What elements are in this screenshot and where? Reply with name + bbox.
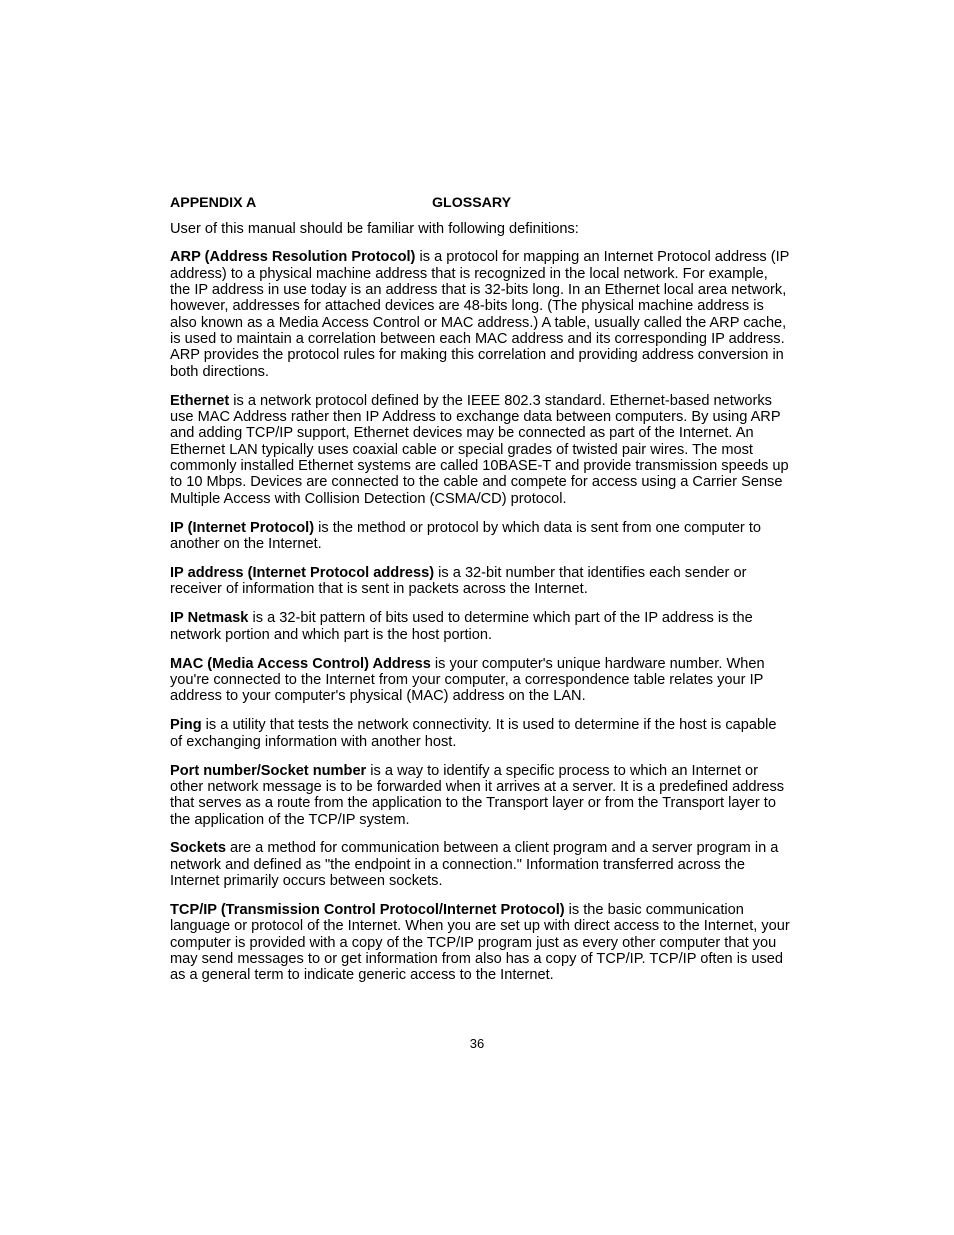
glossary-definition: is a way to identify a specific process to which an Internet or other network message is to be forwarded when it arrives at a server. It is a predefined address that serves as a route from the application to the Transport layer or from the Transport layer to the application of the TCP/IP system. bbox=[170, 762, 785, 828]
page-number: 36 bbox=[469, 1036, 485, 1051]
glossary-term: Ethernet bbox=[170, 392, 230, 409]
glossary-entry-ip-address bbox=[170, 565, 790, 598]
glossary-term: IP Netmask bbox=[170, 610, 249, 627]
glossary-entry-ethernet bbox=[170, 393, 790, 507]
glossary-definition: is a utility that tests the network connectivity. It is used to determine if the host is capable of exchanging information with another host. bbox=[170, 717, 777, 750]
glossary-term: MAC (Media Access Control) Address bbox=[170, 655, 431, 672]
glossary-definition: is your computer's unique hardware number. When you're connected to the Internet from your computer, a correspondence table relates your IP address to your computer's physical (MAC) address on the LAN. bbox=[170, 655, 765, 705]
glossary-entry-arp bbox=[170, 249, 790, 380]
glossary-page bbox=[170, 194, 790, 996]
glossary-term: Ping bbox=[170, 717, 202, 734]
glossary-term: IP address (Internet Protocol address) bbox=[170, 565, 435, 582]
glossary-definition: is a 32-bit number that identifies each sender or receiver of information that is sent in packets across the Internet. bbox=[170, 565, 747, 598]
glossary-definition: is the basic communication language or protocol of the Internet. When you are set up with direct access to the Internet, your computer is provided with a copy of the TCP/IP program just as every other computer that you may send messages to or get information from also has a copy of TCP/IP. TCP/IP often is used as a general term to indicate generic access to the Internet. bbox=[170, 902, 790, 984]
page-heading bbox=[170, 194, 790, 212]
glossary-entry-ping bbox=[170, 717, 790, 750]
glossary-definition: is a network protocol defined by the IEEE 802.3 standard. Ethernet-based networks use MAC Address rather then IP Address to exchange data between computers. By using ARP and adding TCP/IP support, Ethernet devices may be connected as part of the Internet. An Ethernet LAN typically uses coaxial cable or special grades of twisted pair wires. The most commonly installed Ethernet systems are called 10BASE-T and provide transmission speeds up to 10 Mbps. Devices are connected to the cable and compete for access using a Carrier Sense Multiple Access with Collision Detection (CSMA/CD) protocol. bbox=[170, 392, 789, 507]
appendix-label: APPENDIX A bbox=[170, 195, 257, 211]
glossary-entry-sockets bbox=[170, 840, 790, 889]
glossary-entry-tcp-ip bbox=[170, 902, 790, 984]
glossary-term: TCP/IP (Transmission Control Protocol/Internet Protocol) bbox=[170, 902, 565, 919]
glossary-entry-ip-netmask bbox=[170, 610, 790, 643]
glossary-term: Sockets bbox=[170, 840, 226, 857]
glossary-entry-mac-address bbox=[170, 656, 790, 705]
glossary-term: Port number/Socket number bbox=[170, 762, 367, 779]
glossary-entry-port-number bbox=[170, 763, 790, 828]
glossary-term: IP (Internet Protocol) bbox=[170, 519, 315, 536]
glossary-definition: are a method for communication between a client program and a server program in a network and defined as "the endpoint in a connection." Information transferred across the Internet primarily occurs between sockets. bbox=[170, 840, 779, 890]
glossary-title: GLOSSARY bbox=[432, 195, 512, 211]
glossary-definition: is a protocol for mapping an Internet Protocol address (IP address) to a physical machine address that is recognized in the local network. For example, the IP address in use today is an address that is 32-bits long. In an Ethernet local area network, however, addresses for attached devices are 48-bits long. (The physical machine address is also known as a Media Access Control or MAC address.) A table, usually called the ARP cache, is used to maintain a correlation between each MAC address and its corresponding IP address. ARP provides the protocol rules for making this correlation and providing address conversion in both directions. bbox=[170, 249, 790, 380]
glossary-entry-ip bbox=[170, 520, 790, 553]
glossary-definition: is a 32-bit pattern of bits used to determine which part of the IP address is the network portion and which part is the host portion. bbox=[170, 610, 753, 643]
glossary-definition: is the method or protocol by which data is sent from one computer to another on the Internet. bbox=[170, 519, 762, 553]
glossary-term: ARP (Address Resolution Protocol) bbox=[170, 249, 416, 266]
intro-text: User of this manual should be familiar with following definitions: bbox=[170, 221, 579, 237]
